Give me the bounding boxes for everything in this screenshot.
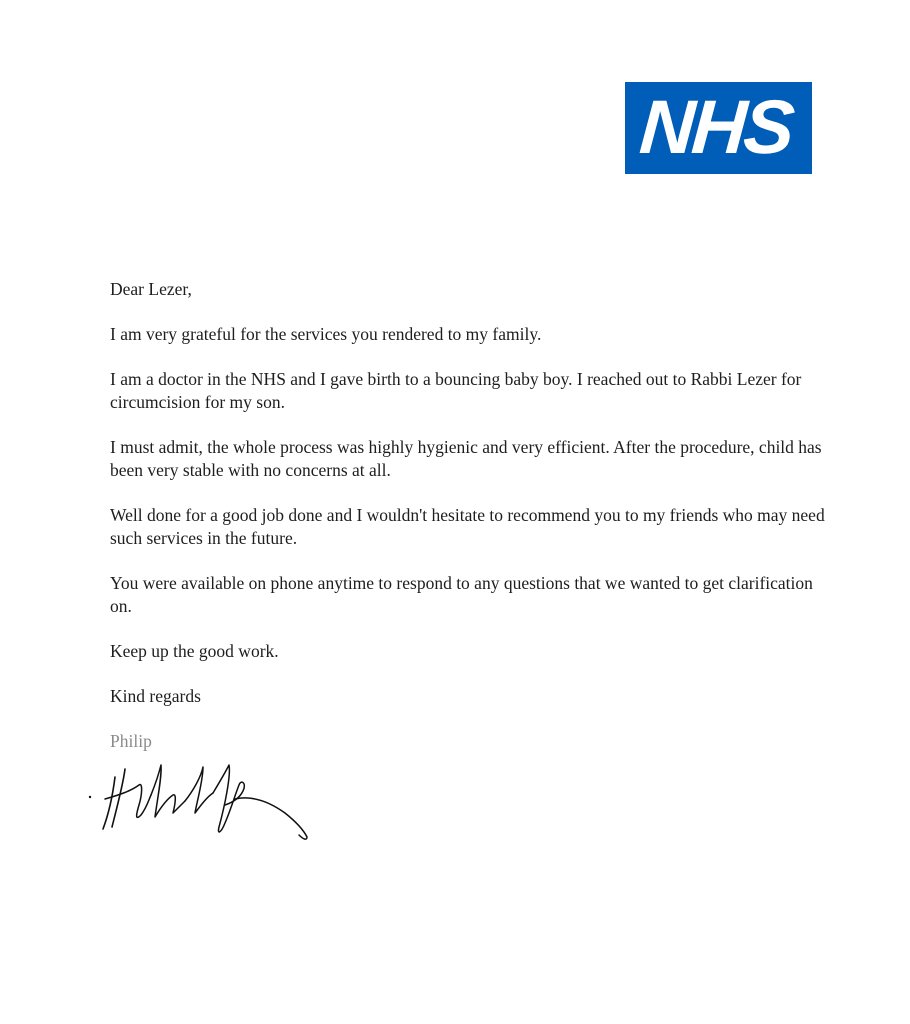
nhs-logo [625,82,812,174]
letter-body [110,278,830,753]
paragraph-encouragement: Keep up the good work. [110,641,279,661]
paragraph-availability: You were available on phone anytime to respond to any questions that we wanted to get clarification on. [110,573,813,616]
closing: Kind regards [110,686,201,706]
handwritten-signature [85,755,315,850]
paragraph-background: I am a doctor in the NHS and I gave birth to a bouncing baby boy. I reached out to Rabbi Lezer for circumcision for my son. [110,369,802,412]
paragraph-gratitude: I am very grateful for the services you rendered to my family. [110,324,542,344]
salutation: Dear Lezer, [110,279,192,299]
nhs-logo-text: NHS [636,85,795,170]
signer-name: Philip [110,731,152,751]
paragraph-process: I must admit, the whole process was highly hygienic and very efficient. After the procedure, child has been very stable with no concerns at all. [110,437,822,480]
paragraph-recommendation: Well done for a good job done and I wouldn't hesitate to recommend you to my friends who may need such services in the future. [110,505,825,548]
